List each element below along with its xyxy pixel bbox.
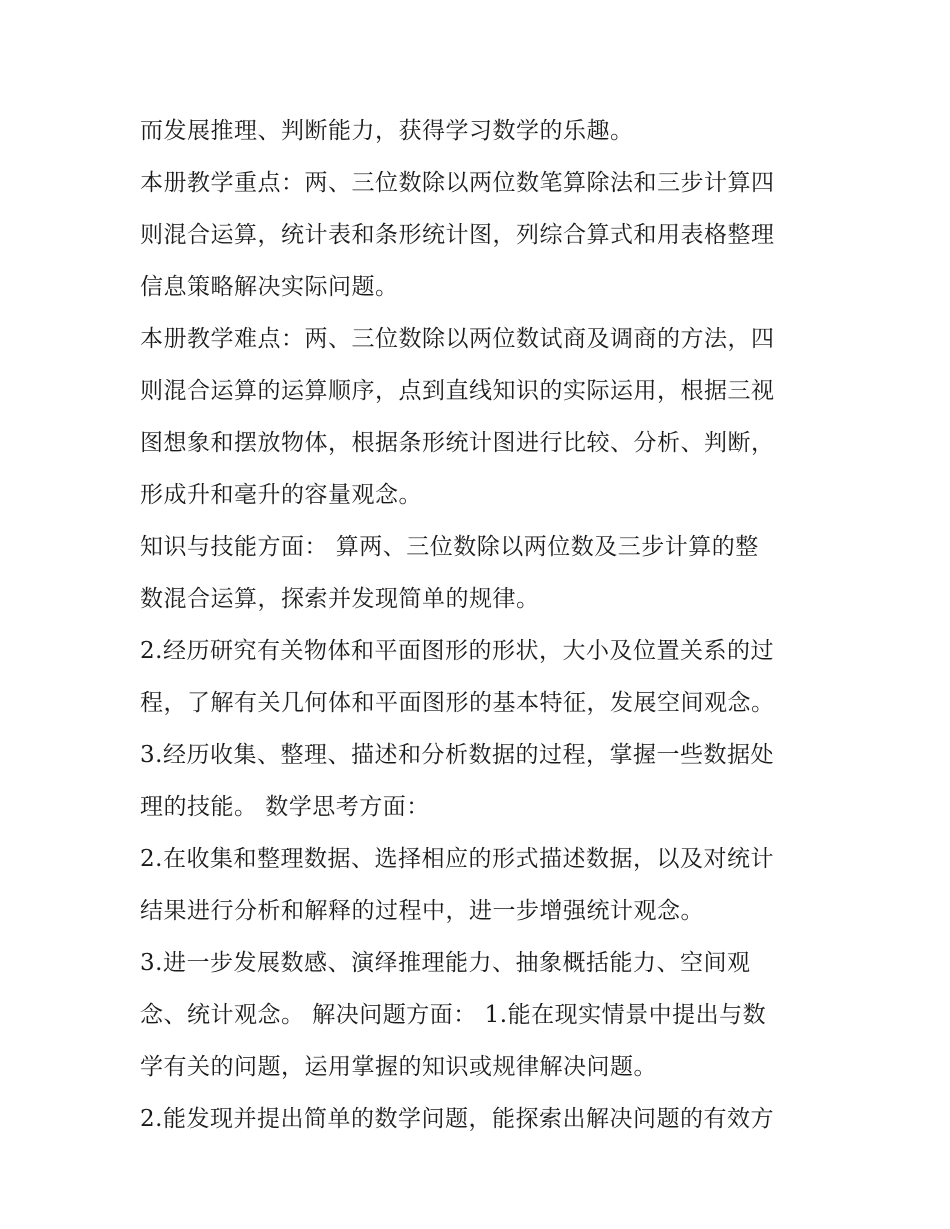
text-line: 理的技能。 数学思考方面： [140, 794, 430, 820]
text-line: 念、统计观念。 解决问题方面： 1.能在现实情景中提出与数 [140, 1002, 767, 1028]
document-body [140, 105, 830, 1145]
text-line: 3.进一步发展数感、演绎推理能力、抽象概括能力、空间观 [140, 950, 751, 976]
text-line: 知识与技能方面： 算两、三位数除以两位数及三步计算的整 [140, 534, 759, 560]
text-line: 2.在收集和整理数据、选择相应的形式描述数据，以及对统计 [140, 846, 774, 872]
text-line: 结果进行分析和解释的过程中，进一步增强统计观念。 [140, 898, 704, 924]
text-line: 程，了解有关几何体和平面图形的基本特征，发展空间观念。 [140, 690, 775, 716]
text-line: 2.经历研究有关物体和平面图形的形状，大小及位置关系的过 [140, 638, 774, 664]
text-line: 则混合运算，统计表和条形统计图，列综合算式和用表格整理 [140, 222, 775, 248]
text-line: 信息策略解决实际问题。 [140, 274, 399, 300]
text-line: 则混合运算的运算顺序，点到直线知识的实际运用，根据三视 [140, 378, 775, 404]
text-line: 学有关的问题，运用掌握的知识或规律解决问题。 [140, 1054, 657, 1080]
text-line: 2.能发现并提出简单的数学问题，能探索出解决问题的有效方 [140, 1106, 774, 1132]
text-line: 3.经历收集、整理、描述和分析数据的过程，掌握一些数据处 [140, 742, 774, 768]
text-line: 形成升和毫升的容量观念。 [140, 482, 422, 508]
text-line: 而发展推理、判断能力，获得学习数学的乐趣。 [140, 118, 634, 144]
text-line: 数混合运算，探索并发现简单的规律。 [140, 586, 540, 612]
text-line: 图想象和摆放物体，根据条形统计图进行比较、分析、判断， [140, 430, 775, 456]
text-line: 本册教学难点：两、三位数除以两位数试商及调商的方法，四 [140, 326, 775, 352]
text-line: 本册教学重点：两、三位数除以两位数笔算除法和三步计算四 [140, 170, 775, 196]
